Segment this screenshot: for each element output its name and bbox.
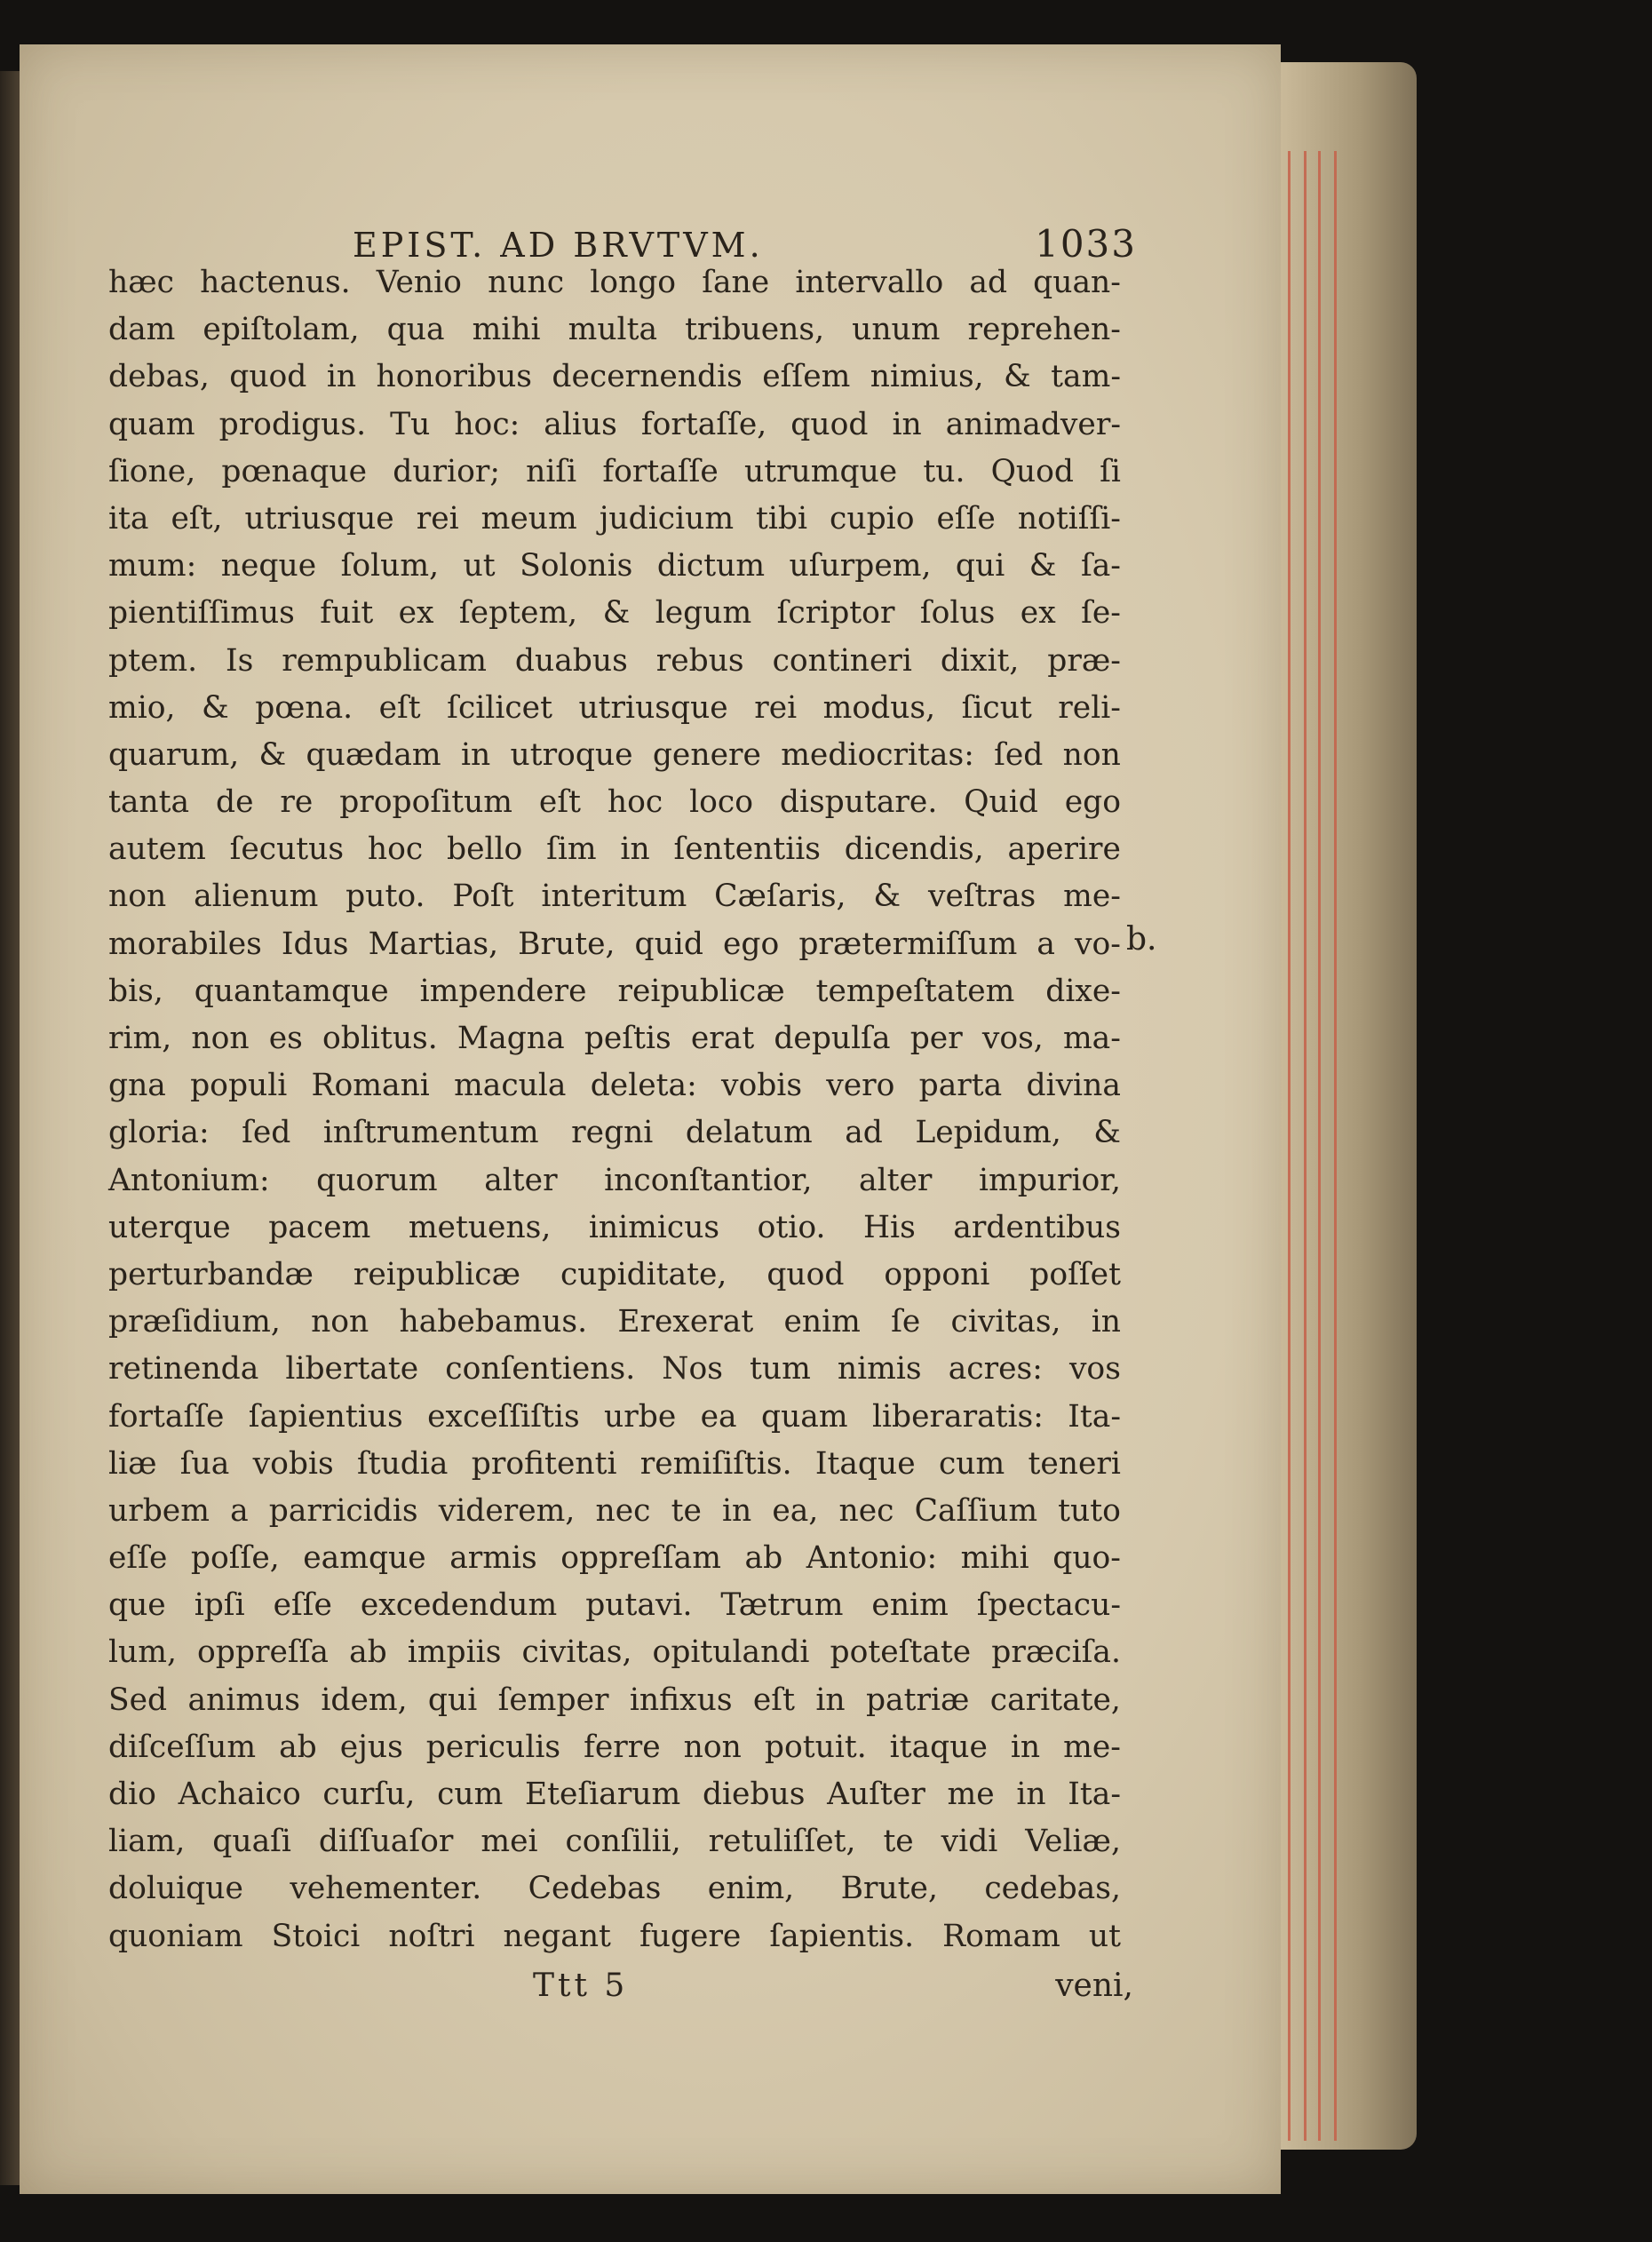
text-line: liæ ſua vobis ſtudia profitenti remiſiſtis. Itaque cum teneri	[108, 1445, 1121, 1482]
text-line: rim, non es oblitus. Magna peſtis erat depulſa per vos, ma-	[108, 1021, 1121, 1056]
margin-note: b.	[1126, 920, 1157, 958]
text-line: eſſe poſſe, eamque armis oppreſſam ab Antonio: mihi quo-	[108, 1540, 1121, 1577]
text-line: ita eſt, utriusque rei meum judicium tibi cupio eſſe notiſſi-	[108, 500, 1121, 537]
text-line: gna populi Romani macula deleta: vobis vero parta divina	[108, 1068, 1121, 1104]
red-edge-line	[1304, 151, 1307, 2141]
text-line: dio Achaico curſu, cum Eteſiarum diebus Auſter me in Ita-	[108, 1777, 1121, 1812]
text-line: ptem. Is rempublicam duabus rebus contineri dixit, præ-	[108, 642, 1121, 679]
text-block	[108, 178, 1157, 2017]
text-line: præſidium, non habebamus. Erexerat enim ſe civitas, in	[108, 1304, 1121, 1340]
text-line: dam epiſtolam, qua mihi multa tribuens, unum reprehen-	[108, 312, 1121, 348]
text-line: diſceſſum ab ejus periculis ferre non potuit. itaque in me-	[108, 1729, 1121, 1765]
catchword: veni,	[1055, 1967, 1133, 2004]
running-head	[108, 178, 1137, 266]
running-title: EPIST. AD BRVTVM.	[353, 226, 764, 265]
text-line: urbem a parricidis viderem, nec te in ea, nec Caſſium tuto	[108, 1492, 1121, 1529]
text-line: autem ſecutus hoc bello ſim in ſententiis dicendis, aperire	[108, 831, 1121, 868]
text-line: fortaſſe ſapientius exceſſiſtis urbe ea quam liberaratis: Ita-	[108, 1398, 1121, 1435]
text-line: debas, quod in honoribus decernendis eſſem nimius, & tam-	[108, 359, 1121, 395]
text-line: ſione, pœnaque durior; niſi fortaſſe utrumque tu. Quod ſi	[108, 453, 1121, 489]
text-line: uterque pacem metuens, inimicus otio. His ardentibus	[108, 1209, 1121, 1245]
page-footer	[108, 1964, 1133, 2017]
text-line: bis, quantamque impendere reipublicæ tempeſtatem dixe-	[108, 973, 1121, 1009]
text-line: gloria: ſed inſtrumentum regni delatum ad Lepidum, &	[108, 1115, 1121, 1151]
signature-mark: Ttt 5	[533, 1967, 629, 2004]
book-page	[20, 44, 1281, 2194]
text-line: pientiſſimus fuit ex ſeptem, & legum ſcriptor ſolus ex ſe-	[108, 595, 1121, 632]
red-edge-line	[1318, 151, 1321, 2141]
text-line: hæc hactenus. Venio nunc longo ſane intervallo ad quan-	[108, 265, 1121, 300]
text-line: quam prodigus. Tu hoc: alius fortaſſe, quod in animadver-	[108, 406, 1121, 442]
text-line: lum, oppreſſa ab impiis civitas, opitulandi poteſtate præciſa.	[108, 1634, 1121, 1671]
body-text	[108, 259, 1157, 1960]
red-edge-line	[1288, 151, 1291, 2141]
text-line: retinenda libertate conſentiens. Nos tum nimis acres: vos	[108, 1351, 1121, 1387]
text-line: tanta de re propoſitum eſt hoc loco disputare. Quid ego	[108, 784, 1121, 821]
text-line: Sed animus idem, qui ſemper infixus eſt in patriæ caritate,	[108, 1682, 1121, 1718]
text-line: Antonium: quorum alter inconſtantior, alter impurior,	[108, 1162, 1121, 1198]
text-line: morabiles Idus Martias, Brute, quid ego prætermiſſum a vo-	[108, 926, 1121, 962]
red-edge-line	[1334, 151, 1337, 2141]
text-line: quoniam Stoici noſtri negant fugere ſapientis. Romam ut	[108, 1918, 1121, 1954]
text-line: mio, & pœna. eſt ſcilicet utriusque rei modus, ſicut reli-	[108, 689, 1121, 726]
text-line: perturbandæ reipublicæ cupiditate, quod opponi poſſet	[108, 1256, 1121, 1292]
text-line: non alienum puto. Poſt interitum Cæſaris, & veſtras me-	[108, 879, 1121, 915]
text-line: que ipſi eſſe excedendum putavi. Tætrum enim ſpectacu-	[108, 1587, 1121, 1624]
text-line: doluique vehementer. Cedebas enim, Brute, cedebas,	[108, 1871, 1121, 1907]
text-line: quarum, & quædam in utroque genere mediocritas: ſed non	[108, 736, 1121, 773]
text-line: liam, quaſi diſſuaſor mei conſilii, retuliſſet, te vidi Veliæ,	[108, 1824, 1121, 1860]
text-line: mum: neque ſolum, ut Solonis dictum uſurpem, qui & ſa-	[108, 548, 1121, 584]
page-number: 1033	[1035, 222, 1137, 266]
